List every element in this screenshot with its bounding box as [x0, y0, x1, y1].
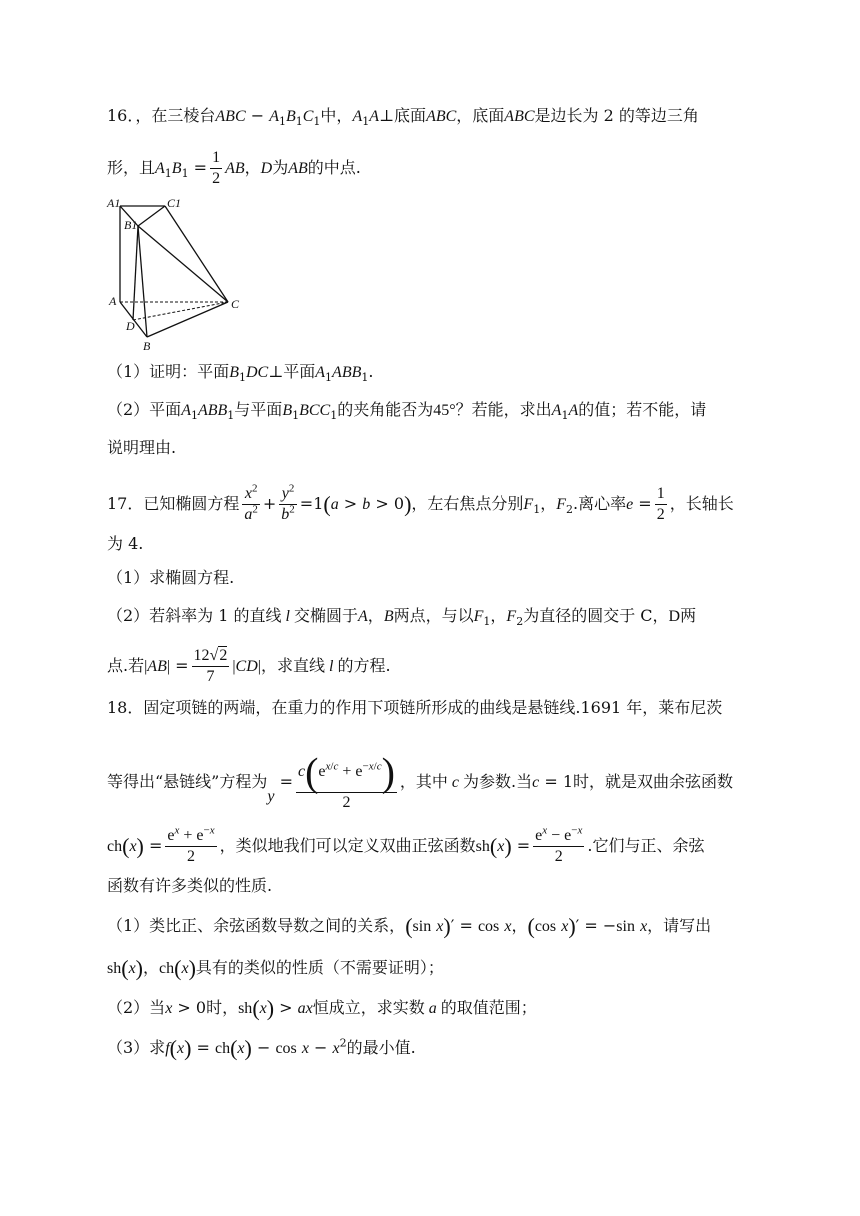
q17-part-2-line-1: （2）若斜率为 1 的直线 l 交椭圆于A，B两点，与以$F_1$，$F_2$为直径的圆交于 C，D两 — [107, 606, 697, 629]
q18-line-4: 函数有许多类似的性质. — [107, 876, 273, 895]
label-D: D — [126, 319, 135, 333]
q16-part-2-line-1: （2）平面$A_1ABB_1$与平面$B_1BCC_1$的夹角能否为45°？若能，求出$A_1A$的值；若不能，请 — [107, 400, 707, 423]
label-C1: C1 — [167, 196, 182, 210]
q18-part-1-line-2: sh(x)，ch(x)具有的类似的性质（不需要证明）； — [107, 955, 444, 981]
q16-line-2: 形，且$A_1B_1$ = $\frac{1}{2}$ AB，D为AB的中点. — [107, 149, 361, 187]
frustum-figure — [100, 192, 250, 352]
fraction-one-half: $\frac{1}{2}$ — [212, 149, 221, 187]
q18-line-3: ch(x) = $\frac{e^x + e^{-x}}{2}$ ，类似地我们可以定义双曲正弦函数sh(x) = $\frac{e^x - e^{-x}}{2}$ .它们与正、余弦 — [107, 824, 705, 865]
label-A1: A1 — [107, 196, 121, 210]
label-B1: B1 — [124, 218, 138, 232]
q17-line-1: 17．已知椭圆方程 $\frac{x^2}{a^2}$ + $\frac{y^2}{b^2}$ =1(a > b > 0)，左右焦点分别$F_1$，$F_2$.离心率e = $\frac{1}{2}$ ，长轴长 — [107, 482, 734, 523]
q18-part-3: （3）求$f(x) = ch(x) - \cos x - x^2$的最小值. — [107, 1035, 416, 1061]
label-A: A — [109, 294, 117, 308]
q17-line-2: 为 4. — [107, 534, 144, 553]
q17-part-2-line-2: 点.若|AB| = $\frac{12√2}{7}$ |CD|，求直线 l 的方程. — [107, 647, 391, 685]
q17-number: 17． — [107, 494, 144, 513]
label-C: C — [231, 297, 240, 311]
q18-line-1: 18．固定项链的两端，在重力的作用下项链所形成的曲线是悬链线.1691 年，莱布尼茨 — [107, 698, 723, 717]
q16-part-1: （1）证明：平面$B_1DC\perp$平面$A_1ABB_1$. — [107, 362, 374, 385]
q16-number: 16． — [107, 106, 136, 125]
q18-part-1-line-1: （1）类比正、余弦函数导数之间的关系，(sin x)′ = cos x，(cos x)′ = −sin x，请写出 — [107, 913, 712, 939]
q18-part-2: （2）当x > 0时，sh(x) > ax恒成立，求实数 a 的取值范围； — [107, 995, 537, 1021]
label-B: B — [143, 339, 151, 352]
q16-part-2-line-2: 说明理由. — [107, 438, 177, 457]
q18-number: 18． — [107, 698, 144, 717]
q16-line-1: 16．，在三棱台ABC − $A_1B_1C_1$中，$A_1A\perp$底面ABC，底面ABC是边长为 2 的等边三角 — [107, 106, 699, 129]
q18-line-2: 等得出“悬链线”方程为y = $\frac{c(e^{x/c} + e^{-x/c})}{2}$ ，其中 c 为参数.当c = 1时，就是双曲余弦函数 — [107, 749, 734, 812]
q17-part-1: （1）求椭圆方程. — [107, 568, 235, 587]
